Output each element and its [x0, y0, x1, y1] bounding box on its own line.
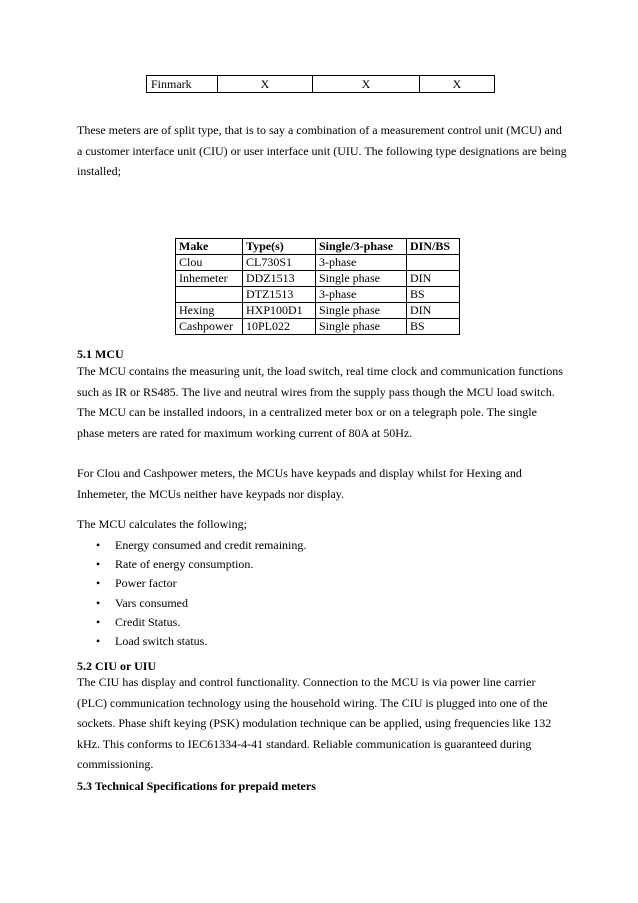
mcu-calculations-list [93, 536, 306, 651]
mcu-calculates-intro: The MCU calculates the following; [77, 517, 247, 531]
table-row [176, 319, 460, 335]
section-heading-ciu: 5.2 CIU or UIU [77, 659, 157, 673]
table-cell: DIN [407, 271, 460, 287]
table-cell: DDZ1513 [243, 271, 316, 287]
table-cell: BS [407, 287, 460, 303]
mcu-keypad-paragraph: For Clou and Cashpower meters, the MCUs have keypads and display whilst for Hexing and Inhemeter, the MCUs neither have keypads nor display. [77, 466, 522, 501]
table-cell [176, 287, 243, 303]
section-heading-mcu: 5.1 MCU [77, 347, 124, 361]
table-row [176, 303, 460, 319]
table-cell: 10PL022 [243, 319, 316, 335]
bullet-icon: • [96, 595, 101, 610]
list-item: • Rate of energy consumption. [93, 555, 306, 574]
table-cell: X [420, 76, 495, 93]
table-cell: 3-phase [316, 255, 407, 271]
column-header: DIN/BS [407, 239, 460, 255]
table-cell: Single phase [316, 303, 407, 319]
bullet-icon: • [96, 538, 101, 552]
table-cell: DTZ1513 [243, 287, 316, 303]
partial-table [146, 75, 495, 93]
intro-paragraph: These meters are of split type, that is to say a combination of a measurement control unit (MCU) and a customer interface unit (CIU) or user interface unit (UIU. The following type designations are being installed; [77, 123, 567, 178]
bullet-icon: • [96, 633, 101, 648]
table-row [176, 287, 460, 303]
list-item: • Power factor [93, 574, 306, 593]
ciu-paragraph: The CIU has display and control functionality. Connection to the MCU is via power line carrier (PLC) communication technology using the household wiring. The CIU is plugged into one of the sockets. Phase shift keying (PSK) modulation technique can be applied, using frequencies like 132 kHz. This conforms to IEC61334-4-41 standard. Reliable communication is guaranteed during commissioning. [77, 675, 552, 771]
table-cell: X [218, 76, 313, 93]
table-cell: X [313, 76, 420, 93]
list-item: • Energy consumed and credit remaining. [93, 536, 306, 555]
table-cell: Finmark [147, 76, 218, 93]
bullet-icon: • [96, 576, 101, 591]
list-item: • Credit Status. [93, 613, 306, 632]
mcu-paragraph: The MCU contains the measuring unit, the load switch, real time clock and communication functions such as IR or RS485. The live and neutral wires from the supply pass though the MCU load switch. The MCU can be installed indoors, in a centralized meter box or on a telegraph pole. The single phase meters are rated for maximum working current of 80A at 50Hz. [77, 364, 563, 440]
table-row [147, 76, 495, 93]
table-row [176, 255, 460, 271]
table-cell [407, 255, 460, 271]
bullet-icon: • [96, 557, 101, 572]
table-cell: Inhemeter [176, 271, 243, 287]
table-cell: DIN [407, 303, 460, 319]
table-cell: Single phase [316, 319, 407, 335]
table-cell: CL730S1 [243, 255, 316, 271]
table-cell: Cashpower [176, 319, 243, 335]
column-header: Type(s) [243, 239, 316, 255]
bullet-icon: • [96, 614, 101, 629]
table-header-row [176, 239, 460, 255]
list-item: • Vars consumed [93, 594, 306, 613]
table-cell: Single phase [316, 271, 407, 287]
section-heading-specs: 5.3 Technical Specifications for prepaid meters [77, 779, 316, 793]
meter-types-table [175, 238, 460, 335]
table-cell: Hexing [176, 303, 243, 319]
table-row [176, 271, 460, 287]
table-cell: BS [407, 319, 460, 335]
table-cell: 3-phase [316, 287, 407, 303]
column-header: Single/3-phase [316, 239, 407, 255]
table-cell: Clou [176, 255, 243, 271]
column-header: Make [176, 239, 243, 255]
list-item: • Load switch status. [93, 632, 306, 651]
table-cell: HXP100D1 [243, 303, 316, 319]
